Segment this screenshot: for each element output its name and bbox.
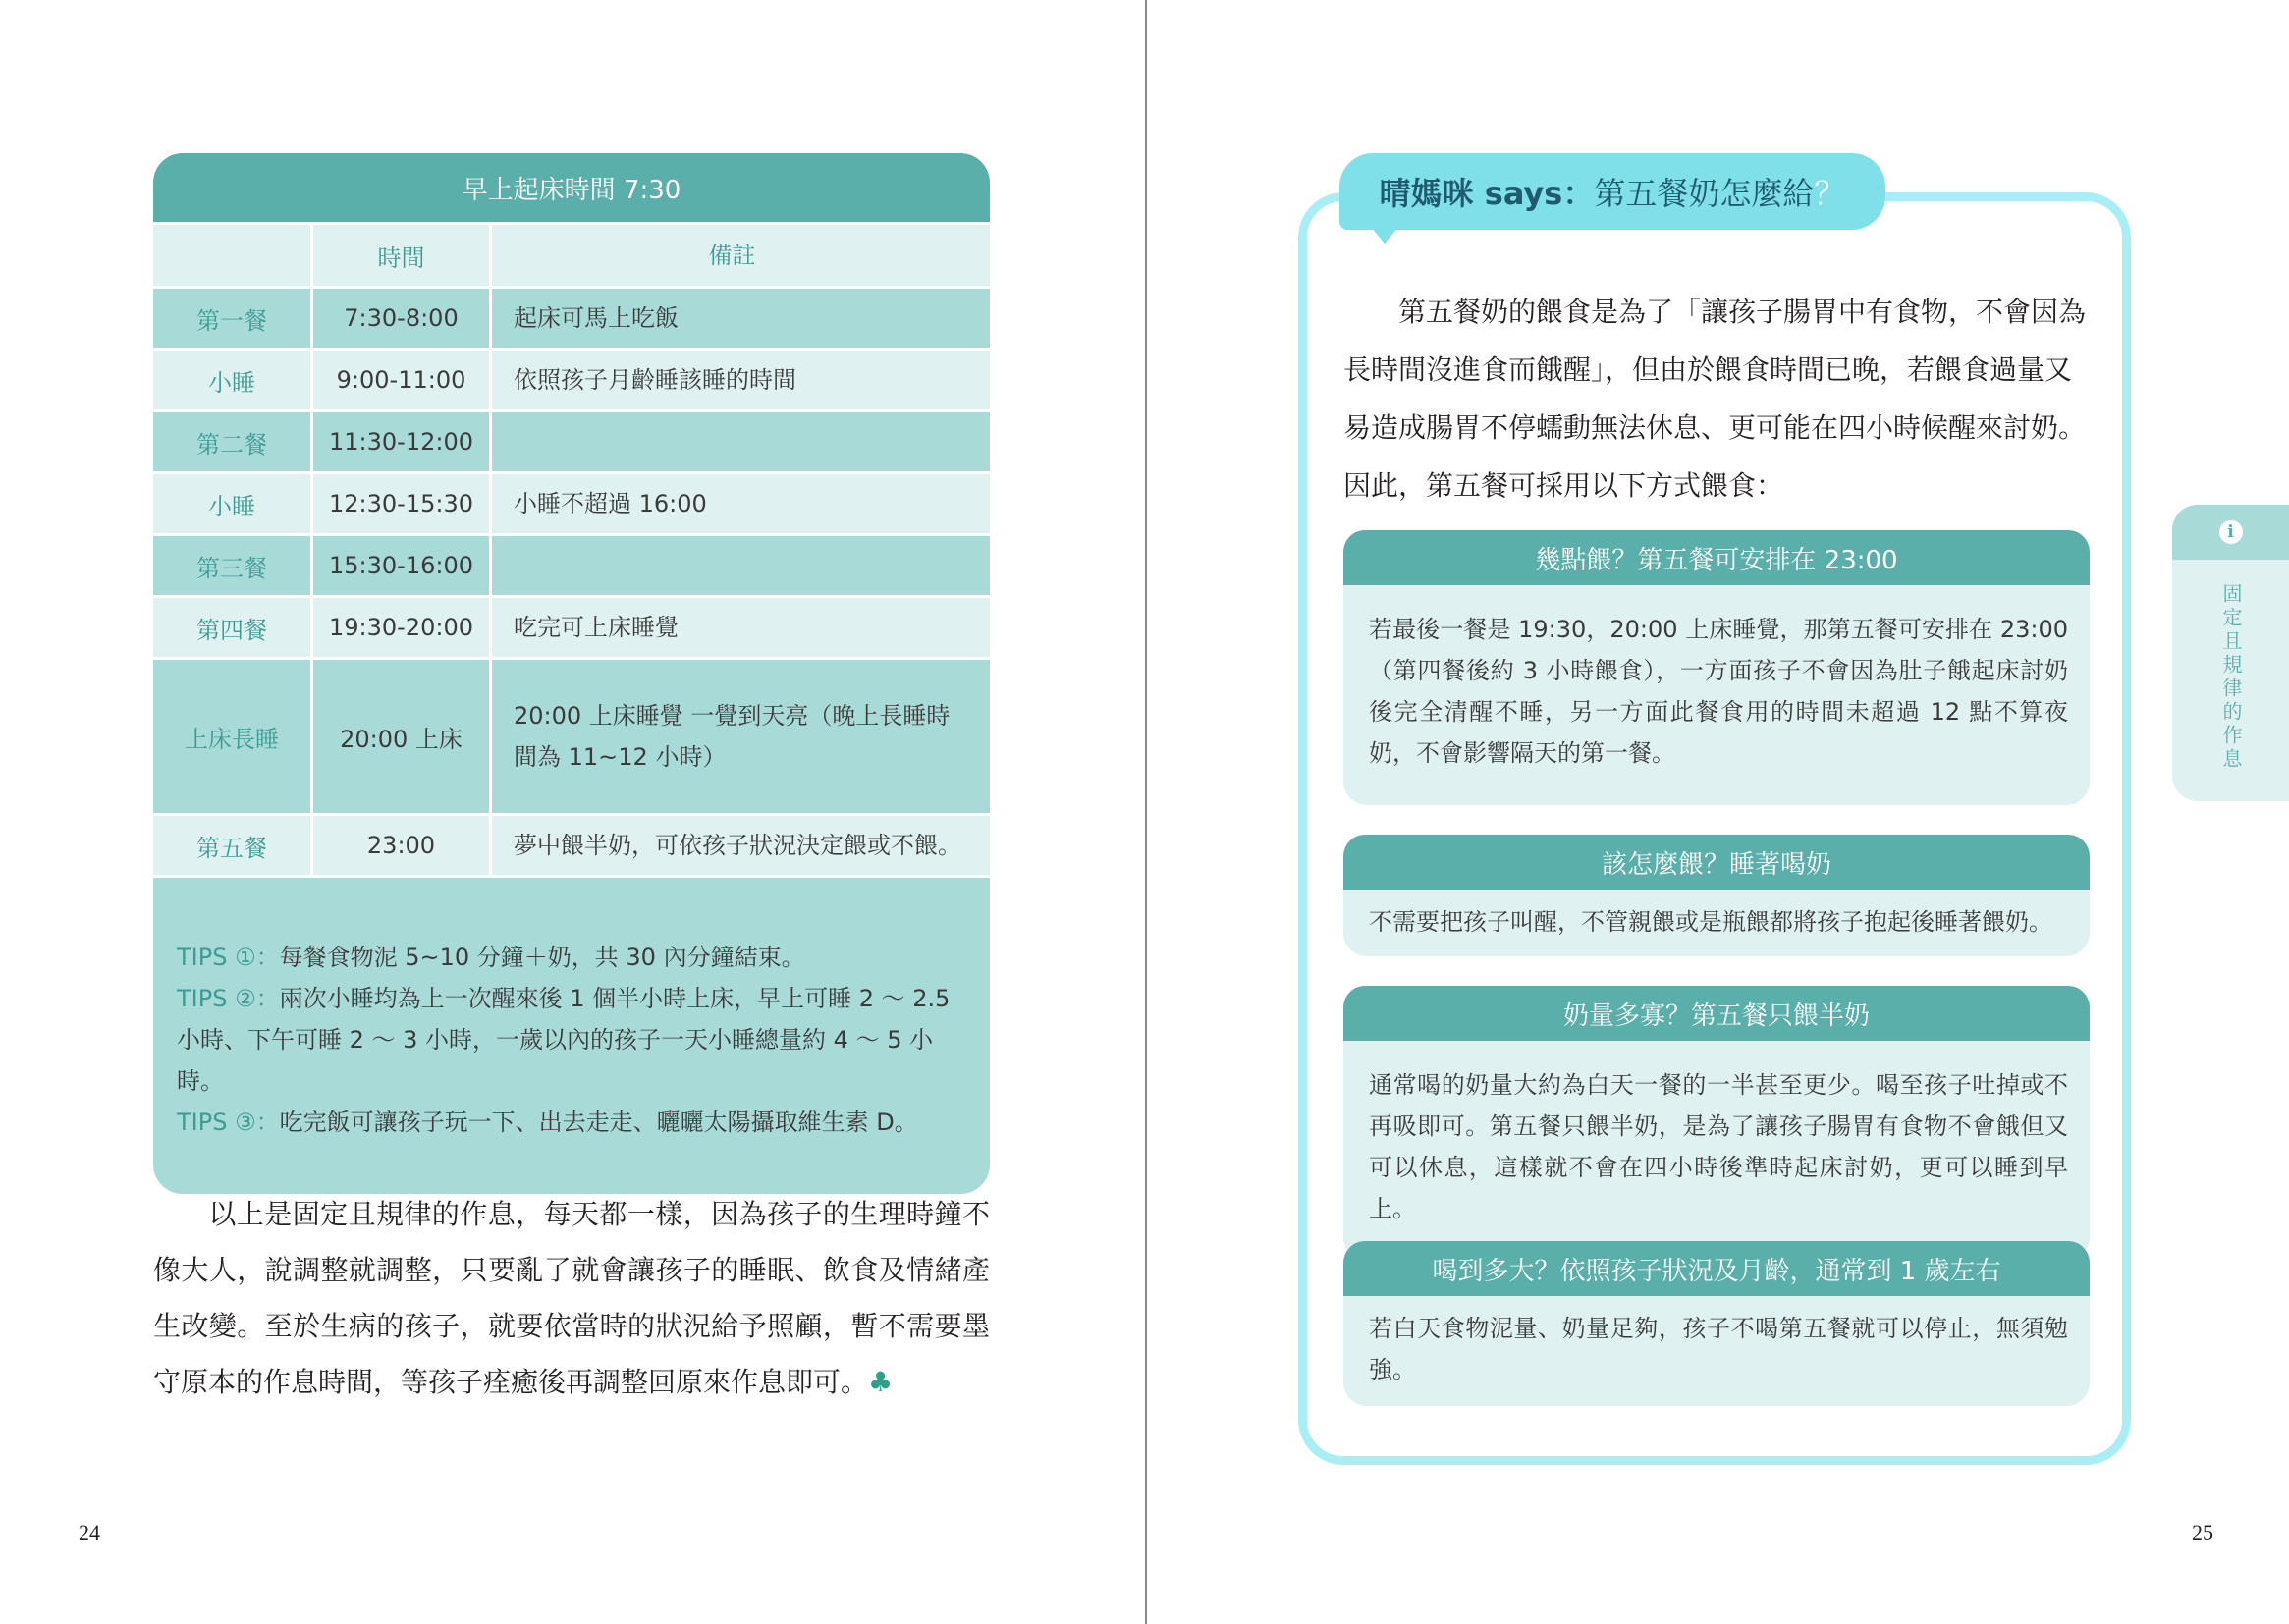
row-note: 夢中餵半奶，可依孩子狀況決定餵或不餵。 [489,816,990,875]
info-icon: i [2219,520,2243,544]
tip-text: 每餐食物泥 5~10 分鐘＋奶，共 30 內分鐘結束。 [279,944,805,971]
tip-text: 兩次小睡均為上一次醒來後 1 個半小時上床，早上可睡 2 ～ 2.5 小時、下午可睡 2 ～ 3 小時，一歲以內的孩子一天小睡總量約 4 ～ 5 小時。 [177,985,951,1095]
row-time: 19:30-20:00 [310,598,489,657]
tip-label: TIPS ③： [177,1109,280,1136]
row-time: 23:00 [310,816,489,875]
row-meal: 第五餐 [196,834,267,862]
info-block-head: 奶量多寡？第五餐只餵半奶 [1343,986,2090,1041]
row-note: 吃完可上床睡覺 [489,598,990,657]
row-meal: 小睡 [208,368,255,397]
info-block-head: 喝到多大？依照孩子狀況及月齡，通常到 1 歲左右 [1343,1241,2090,1296]
club-icon: ♣ [868,1366,894,1398]
header-note: 備註 [489,225,990,286]
info-block-head: 幾點餵？第五餐可安排在 23:00 [1343,530,2090,585]
callout-title-prefix: 晴媽咪 says： [1379,175,1595,212]
tip-item [177,937,976,978]
table-row [153,533,990,595]
table-row [153,595,990,657]
row-time: 9:00-11:00 [310,351,489,409]
row-meal: 第三餐 [196,554,267,582]
table-row [153,657,990,813]
row-note: 20:00 上床睡覺 一覺到天亮（晚上長睡時間為 11~12 小時） [489,660,990,813]
page-number-right: 25 [2192,1520,2213,1544]
chapter-side-tab [2172,505,2289,801]
row-meal: 第四餐 [196,616,267,644]
row-note: 小睡不超過 16:00 [489,474,990,533]
callout-title-mark: ？ [1814,175,1846,212]
tip-item [177,978,976,1102]
row-meal: 小睡 [208,492,255,520]
table-row [153,813,990,875]
schedule-table [153,153,990,1194]
tip-text: 吃完飯可讓孩子玩一下、出去走走、曬曬太陽攝取維生素 D。 [279,1109,918,1136]
book-spine [1145,0,1147,1624]
schedule-table-title: 早上起床時間 7:30 [153,153,990,222]
table-row [153,348,990,409]
info-block-body: 若最後一餐是 19:30，20:00 上床睡覺，那第五餐可安排在 23:00（第四餐後約 3 小時餵食），一方面孩子不會因為肚子餓起床討奶後完全清醒不睡，另一方面此餐食用的時間未超過 12 點不算夜奶，不會影響隔天的第一餐。 [1343,585,2090,805]
tip-label: TIPS ①： [177,944,280,971]
callout-title [1339,153,1885,230]
row-note [489,412,990,471]
schedule-table-header [153,222,990,286]
header-time: 時間 [310,225,489,286]
row-meal: 第二餐 [196,430,267,459]
side-tab-label: 固定且規律的作息 [2219,583,2243,772]
row-time: 12:30-15:30 [310,474,489,533]
info-block-body: 若白天食物泥量、奶量足夠，孩子不喝第五餐就可以停止，無須勉強。 [1343,1296,2090,1406]
info-block [1343,986,2090,1261]
row-note: 起床可馬上吃飯 [489,289,990,348]
callout-intro [1343,283,2096,514]
body-paragraph [153,1186,990,1410]
row-note: 依照孩子月齡睡該睡的時間 [489,351,990,409]
row-meal: 第一餐 [196,306,267,335]
tip-label: TIPS ②： [177,985,280,1012]
page-number-left: 24 [79,1520,100,1544]
row-note [489,536,990,595]
info-block-head: 該怎麼餵？睡著喝奶 [1343,835,2090,890]
header-empty-cell [153,225,310,286]
table-row [153,471,990,533]
row-time: 11:30-12:00 [310,412,489,471]
callout-title-main: 第五餐奶怎麼給 [1594,175,1815,212]
row-meal: 上床長睡 [185,725,279,753]
info-block-body: 通常喝的奶量大約為白天一餐的一半甚至更少。喝至孩子吐掉或不再吸即可。第五餐只餵半奶，是為了讓孩子腸胃有食物不會餓但又可以休息，這樣就不會在四小時後準時起床討奶，更可以睡到早上。 [1343,1041,2090,1261]
tips-box [153,875,990,1194]
row-time: 20:00 上床 [310,660,489,813]
info-block-body: 不需要把孩子叫醒，不管親餵或是瓶餵都將孩子抱起後睡著餵奶。 [1343,890,2090,956]
table-row [153,286,990,348]
info-block [1343,530,2090,805]
row-time: 7:30-8:00 [310,289,489,348]
info-block [1343,835,2090,956]
tip-item [177,1102,976,1143]
paragraph-text: 以上是固定且規律的作息，每天都一樣，因為孩子的生理時鐘不像大人，說調整就調整，只要亂了就會讓孩子的睡眠、飲食及情緒產生改變。至於生病的孩子，就要依當時的狀況給予照顧，暫不需要墨守原本的作息時間，等孩子痊癒後再調整回原來作息即可。 [153,1198,990,1398]
row-time: 15:30-16:00 [310,536,489,595]
side-tab-top [2172,505,2289,560]
intro-text: 第五餐奶的餵食是為了「讓孩子腸胃中有食物，不會因為長時間沒進食而餓醒」，但由於餵食時間已晚，若餵食過量又易造成腸胃不停蠕動無法休息、更可能在四小時候醒來討奶。因此，第五餐可採用以下方式餵食： [1343,296,2087,502]
table-row [153,409,990,471]
info-block [1343,1241,2090,1406]
